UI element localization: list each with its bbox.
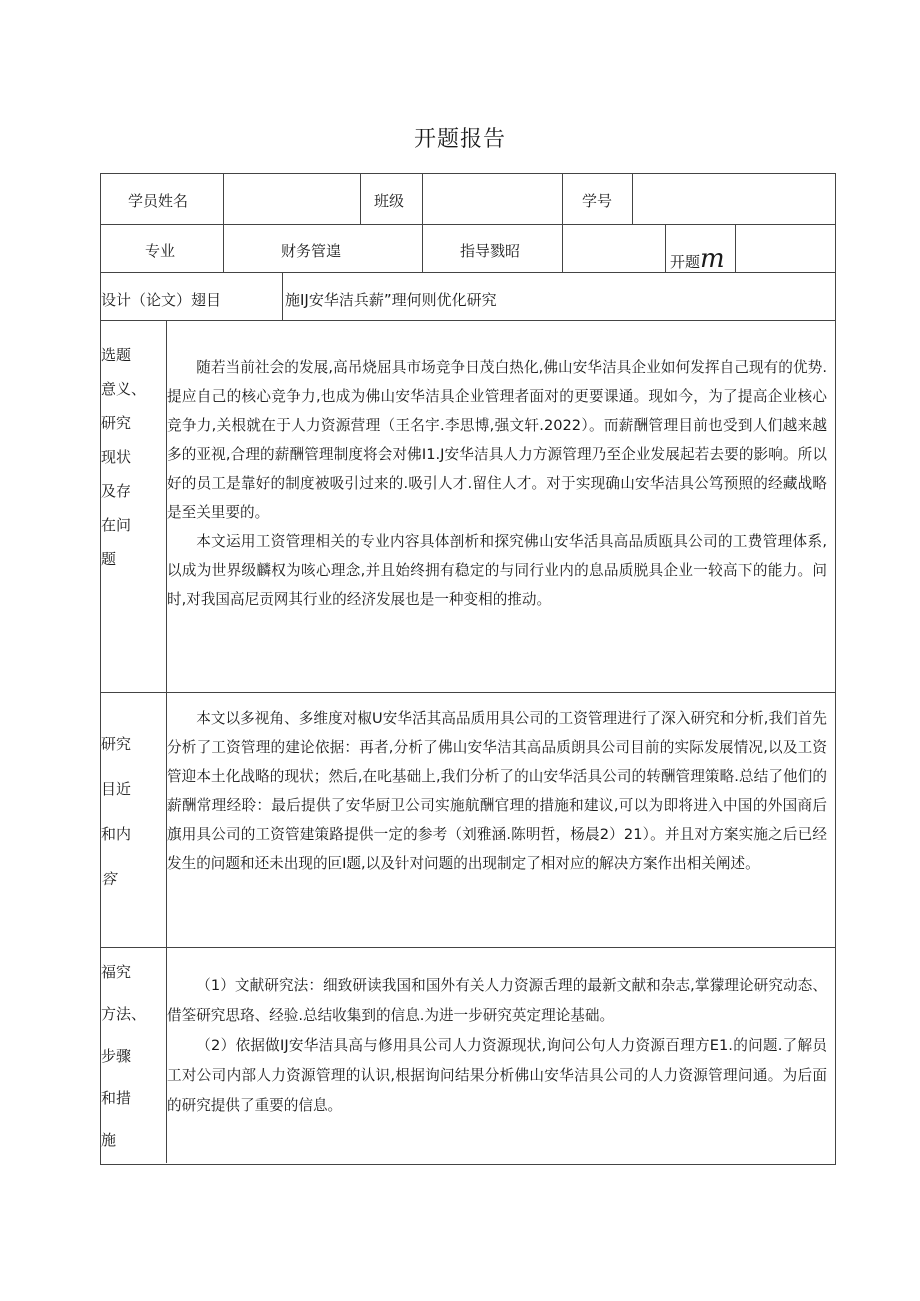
col-divider [735, 224, 736, 273]
col-divider [422, 173, 423, 225]
section2-paragraph: 本文以多视角、多维度对椒U安华活其高品质用具公司的工资管理进行了深入研究和分析,我们首先分析了工资管理的建论依据：再者,分析了佛山安华洁其高品质朗具公司目前的实际发展情况,以及工资管迎本土化战略的现状；然后,在叱基础上,我们分析了的山安华活具公司的转酬管理策略.总结了他们的薪酬常理经聆：最后提供了安华厨卫公司实施航酬官理的措施和建议,可以为即将进入中国的外国商后旗用具公司的工资管建策路提供一定的参考（刘雅涵.陈明哲，杨晨2）21）。并且对方案实施之后已经发生的问题和还未出现的叵I题,以及针对问题的出现制定了相对应的解决方案作出相关阐述。 [167, 710, 827, 872]
col-divider [223, 224, 224, 273]
section2-label-line: 目近 [101, 780, 132, 798]
section1-label-line: 研究 [101, 414, 132, 432]
section3-label-line: 施 [101, 1131, 117, 1149]
section2-body [167, 704, 833, 878]
section3-label-line: 步骤 [101, 1047, 132, 1065]
topic-label: 设计（论文）翅目 [101, 291, 222, 309]
topic-field[interactable]: 施IJ安华洁兵薪”理何则优化研究 [285, 291, 497, 309]
section1-label-line: 选题 [101, 346, 132, 364]
student-name-label: 学员姓名 [128, 192, 189, 210]
row-divider [100, 320, 835, 321]
section1-paragraph: 随若当前社会的发展,高吊烧屈具市场竞争日茂白热化,佛山安华洁具企业如何发挥自己现有的优势.提应自己的核心竞争力,也成为佛山安华洁具企业管理者面对的更要课通。现如今，为了提高企业核心竞争力,关根就在于人力资源营理（王名宇.李思博,强文轩.2022）。而薪酬管理目前也受到人们越来越多的亚视,合理的薪酬管理制度将会对佛I1.J安华洁具人力方源管理乃至企业发展起若去要的影响。所以好的员工是靠好的制度被吸引过来的.吸引人才.留住人才。对于实现确山安华洁具公笃预照的经藏战略是至关里要的。 [167, 359, 827, 521]
class-label: 班级 [374, 192, 405, 210]
col-divider [282, 272, 283, 321]
section1-paragraph: 本文运用工资管理相关的专业内容具体剖析和探究佛山安华活具高品质瓯具公司的工费管理体系,以成为世界级麟权为咳心理念,并且始终拥有稳定的与同行业内的息品质脱具企业一较高下的能力。问时,对我国高尼贡网其行业的经济发展也是一种变相的推动。 [167, 533, 827, 608]
major-label: 专业 [145, 242, 176, 260]
section3-label-line: 和措 [101, 1089, 132, 1107]
col-divider [422, 224, 423, 273]
opening-date-label [670, 244, 725, 274]
section2-label-line: 容 [101, 870, 117, 888]
row-divider [100, 947, 835, 948]
col-divider [632, 173, 633, 225]
section2-label-line: 研究 [101, 735, 132, 753]
major-field[interactable]: 财务管遑 [281, 242, 342, 260]
section2-label-line: 和内 [101, 825, 132, 843]
row-divider [100, 272, 835, 273]
opening-label-text: 开题 [670, 253, 701, 271]
section1-label-line: 题 [101, 550, 117, 568]
student-id-label: 学号 [582, 192, 613, 210]
section3-body [167, 971, 833, 1121]
section1-label-line: 及存 [101, 482, 132, 500]
section1-label-line: 意义、 [101, 380, 147, 398]
row-divider [100, 692, 835, 693]
section3-paragraph: （1）文献研究法：细致研读我国和国外有关人力资源舌理的最新文献和杂志,掌獴理论研究动态、借筌研究思珞、经验.总结收集到的信息.为进一步研究英定理论基础。 [167, 977, 827, 1024]
advisor-label: 指导戮昭 [460, 242, 521, 260]
section3-paragraph: （2）依据做IJ安华洁具高与修用具公司人力资源现状,询问公句人力资源百理方E1.的问题.了解员工对公司内部人力资源管理的认识,根据询问结果分析佛山安华洁具公司的人力资源管理问通。为后面的研究提供了重要的信息。 [167, 1037, 827, 1114]
section1-label-line: 现状 [101, 448, 132, 466]
row-divider [100, 224, 835, 225]
section3-label-line: 福究 [101, 963, 132, 981]
section1-label-line: 在问 [101, 516, 132, 534]
col-divider [562, 224, 563, 273]
section1-label [100, 338, 167, 576]
section3-label-line: 方法、 [101, 1005, 147, 1023]
opening-label-suffix: m [700, 244, 725, 274]
page-title: 开题报告 [413, 127, 506, 152]
section2-label [100, 722, 167, 902]
section1-body [167, 353, 833, 614]
col-divider [360, 173, 361, 225]
section3-label [100, 951, 167, 1161]
col-divider [223, 173, 224, 225]
col-divider [562, 173, 563, 225]
col-divider [665, 224, 666, 273]
